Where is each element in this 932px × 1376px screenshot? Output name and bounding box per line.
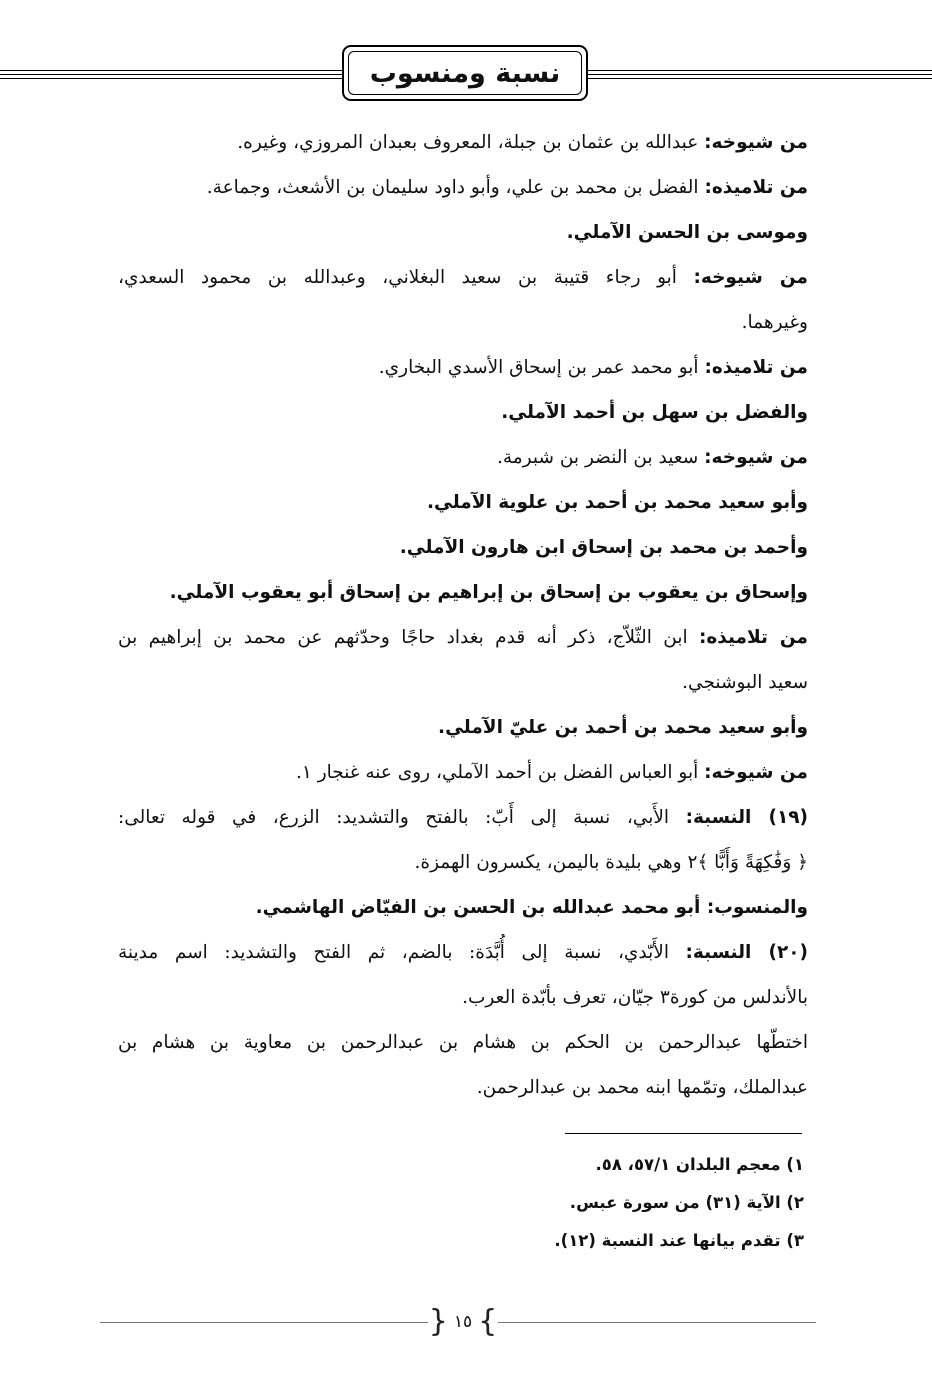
text-line bbox=[118, 1020, 808, 1065]
line-text: الأَبي، نسبة إلى أَبّ: بالفتح والتشديد: الزرع، في قوله تعالى: bbox=[118, 807, 686, 828]
text-line bbox=[118, 840, 808, 885]
line-text: الأَبّدي، نسبة إلى أُبَّدَة: بالضم، ثم الفتح والتشديد: اسم مدينة bbox=[118, 942, 686, 963]
text-line bbox=[118, 570, 808, 615]
body-text bbox=[118, 120, 808, 1110]
line-label: من تلاميذه: bbox=[704, 357, 808, 378]
text-line bbox=[118, 975, 808, 1020]
page-title: نسبة ومنسوب bbox=[348, 51, 582, 95]
text-line bbox=[118, 390, 808, 435]
line-label: والمنسوب: bbox=[706, 897, 808, 918]
entry-name: وأحمد بن محمد بن إسحاق ابن هارون الآملي. bbox=[399, 537, 808, 558]
text-line bbox=[118, 255, 808, 300]
entry-name: وموسى بن الحسن الآملي. bbox=[566, 222, 808, 243]
brace-right-icon: } bbox=[478, 1304, 498, 1339]
entry-name: والفضل بن سهل بن أحمد الآملي. bbox=[501, 402, 808, 423]
footnotes bbox=[400, 1146, 804, 1260]
line-text: وغيرهما. bbox=[741, 312, 808, 333]
footer-rule-left bbox=[100, 1322, 428, 1323]
footnote-2: ٢) الآية (٣١) من سورة عبس. bbox=[569, 1193, 804, 1212]
footer-rule-right bbox=[498, 1322, 816, 1323]
line-label: من شيوخه: bbox=[704, 447, 808, 468]
entry-name: وأبو سعيد محمد بن أحمد بن علوية الآملي. bbox=[427, 492, 808, 513]
text-line bbox=[118, 885, 808, 930]
line-label: من تلاميذه: bbox=[698, 627, 808, 648]
footnote-3: ٣) تقدم بيانها عند النسبة (١٢). bbox=[554, 1231, 804, 1250]
line-text: ابن الثّلاّج، ذكر أنه قدم بغداد حاجًا وحدّثهم عن محمد بن إبراهيم بن bbox=[118, 627, 699, 648]
line-text: أبو محمد عمر بن إسحاق الأسدي البخاري. bbox=[378, 357, 705, 378]
text-line bbox=[118, 1065, 808, 1110]
text-line bbox=[118, 165, 808, 210]
text-line bbox=[118, 345, 808, 390]
text-line bbox=[118, 210, 808, 255]
text-line bbox=[118, 705, 808, 750]
entry-name: أبو محمد عبدالله بن الحسن بن الفيّاض الهاشمي. bbox=[255, 897, 707, 918]
header-title-box bbox=[342, 45, 588, 101]
line-text: أبو رجاء قتيبة بن سعيد البغلاني، وعبدالله بن محمود السعدي، bbox=[118, 267, 694, 288]
line-text: سعيد البوشنجي. bbox=[682, 672, 808, 693]
line-text: الفضل بن محمد بن علي، وأبو داود سليمان بن الأشعث، وجماعة. bbox=[206, 177, 705, 198]
line-text: بالأندلس من كورة٣ جيّان، تعرف بأبّدة العرب. bbox=[462, 987, 808, 1008]
entry-name: وإسحاق بن يعقوب بن إسحاق بن إبراهيم بن إسحاق أبو يعقوب الآملي. bbox=[169, 582, 808, 603]
line-label: من شيوخه: bbox=[704, 762, 808, 783]
text-line bbox=[118, 300, 808, 345]
line-label: من تلاميذه: bbox=[704, 177, 808, 198]
brace-left-icon: { bbox=[428, 1304, 448, 1339]
text-line bbox=[118, 480, 808, 525]
text-line bbox=[118, 435, 808, 480]
line-label: من شيوخه: bbox=[704, 132, 808, 153]
text-line bbox=[118, 750, 808, 795]
footnote-separator bbox=[565, 1133, 802, 1134]
entry-name: وأبو سعيد محمد بن أحمد بن عليّ الآملي. bbox=[438, 717, 808, 738]
line-text: سعيد بن النضر بن شبرمة. bbox=[496, 447, 705, 468]
page-number-frame bbox=[428, 1302, 498, 1342]
line-text: اختطّها عبدالرحمن بن الحكم بن هشام بن عبدالرحمن بن معاوية بن هشام بن bbox=[118, 1032, 808, 1053]
text-line bbox=[118, 660, 808, 705]
line-text: عبدالله بن عثمان بن جبلة، المعروف بعبدان المروزي، وغيره. bbox=[237, 132, 705, 153]
text-line bbox=[118, 525, 808, 570]
line-text: عبدالملك، وتمّمها ابنه محمد بن عبدالرحمن. bbox=[476, 1077, 808, 1098]
line-text: أبو العباس الفضل بن أحمد الآملي، روى عنه غنجار ١. bbox=[295, 762, 705, 783]
text-line bbox=[118, 795, 808, 840]
text-line bbox=[118, 120, 808, 165]
line-label: من شيوخه: bbox=[693, 267, 808, 288]
line-label: (١٩) النسبة: bbox=[685, 807, 808, 828]
text-line bbox=[118, 615, 808, 660]
page-number: ١٥ bbox=[453, 1312, 473, 1332]
line-text: ﴿ وَفَٰكِهَةً وَأَبًّا ﴾٢ وهي بليدة باليمن، يكسرون الهمزة. bbox=[414, 852, 808, 873]
text-line bbox=[118, 930, 808, 975]
footnote-1: ١) معجم البلدان ٥٧/١، ٥٨. bbox=[595, 1155, 804, 1174]
line-label: (٢٠) النسبة: bbox=[685, 942, 808, 963]
